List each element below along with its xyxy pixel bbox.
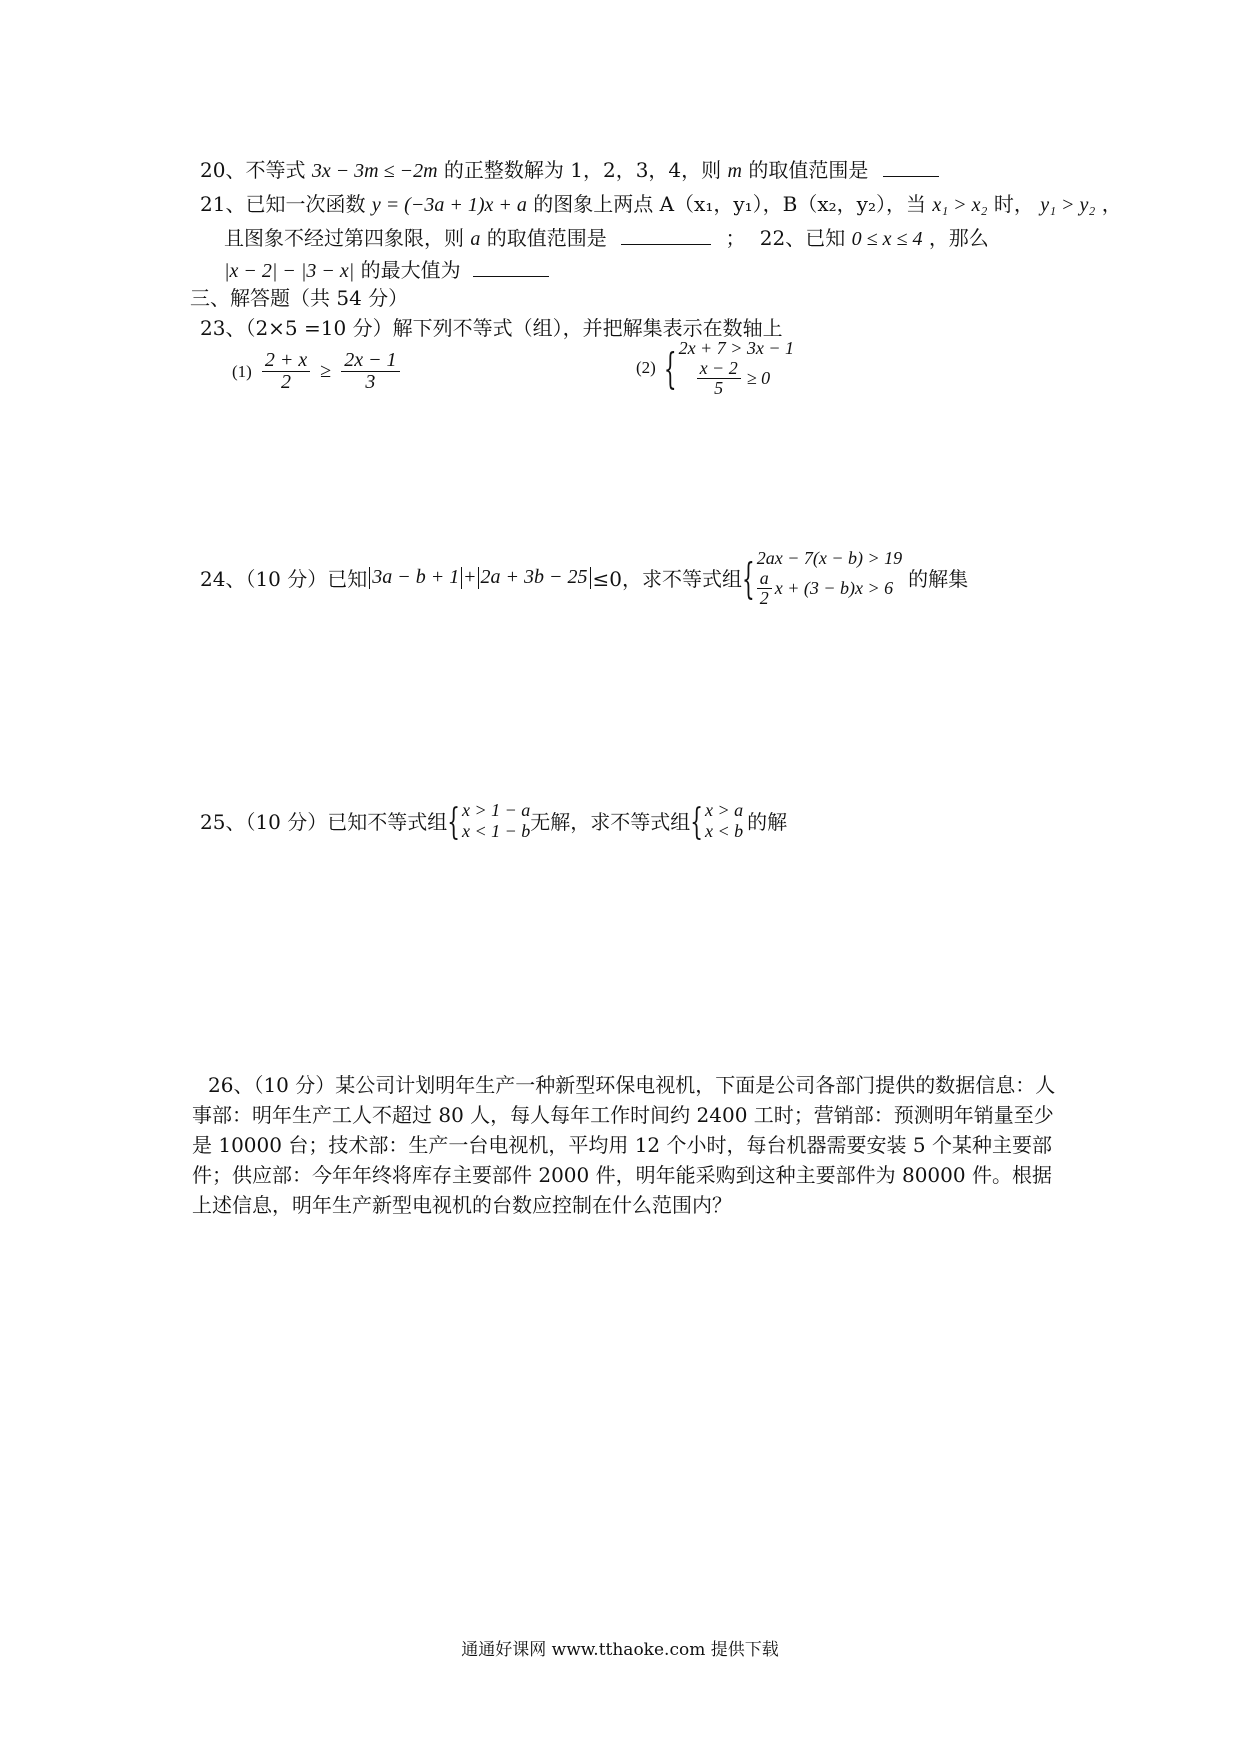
question-25 bbox=[200, 800, 787, 841]
q21-line2-var: a bbox=[470, 228, 481, 250]
q24-frac-denominator: 2 bbox=[759, 587, 769, 608]
q22-prefix: 22、已知 bbox=[759, 226, 846, 250]
question-22-line2 bbox=[224, 254, 549, 283]
q24-abs1: 3a − b + 1 bbox=[372, 566, 460, 589]
q22-line3-suffix: 的最大值为 bbox=[360, 258, 461, 282]
q24-relation: ≤0，求不等式组 bbox=[592, 567, 743, 592]
q20-suffix: 的取值范围是 bbox=[748, 158, 869, 182]
question-23-title: 23、（2×5 =10 分）解下列不等式（组），并把解集表示在数轴上 bbox=[200, 316, 783, 340]
q23-part1-left-fraction bbox=[262, 350, 310, 393]
q23-part2-label: (2) bbox=[636, 357, 656, 377]
q25-sys1-line1: x > 1 − a bbox=[462, 800, 531, 820]
q23-part2-lines bbox=[679, 338, 794, 397]
q24-line1: 2ax − 7(x − b) > 19 bbox=[756, 548, 903, 568]
question-24 bbox=[200, 548, 968, 607]
q24-brace: { bbox=[742, 552, 755, 603]
q23-part2-line2 bbox=[679, 359, 794, 398]
q24-system-lines bbox=[757, 548, 902, 607]
q24-abs2-right-bar bbox=[590, 567, 591, 589]
q23-part2 bbox=[636, 338, 794, 397]
question-21-line2 bbox=[224, 222, 989, 251]
q23-part2-system bbox=[664, 338, 794, 397]
q23-part2-brace: { bbox=[663, 342, 677, 393]
q25-system2-lines bbox=[705, 800, 743, 841]
q24-suffix: 的解集 bbox=[908, 567, 969, 592]
q23-part1-right-numerator: 2x − 1 bbox=[341, 350, 399, 372]
q24-abs1-left-bar bbox=[369, 567, 370, 589]
q24-abs1-right-bar bbox=[461, 567, 462, 589]
q23-part1-right-fraction bbox=[341, 350, 399, 393]
question-21-line1 bbox=[200, 188, 1122, 217]
q21-cond1: x₁ > x₂ bbox=[932, 194, 988, 216]
q23-part2-denominator: 5 bbox=[714, 377, 724, 398]
q21-tail: ， bbox=[1101, 192, 1122, 216]
q24-abs2-left-bar bbox=[478, 567, 479, 589]
q23-part1 bbox=[232, 350, 400, 393]
q24-line2 bbox=[757, 569, 902, 608]
footer-text: 通通好课网 www.tthaoke.com 提供下载 bbox=[461, 1640, 779, 1660]
q25-system1 bbox=[447, 800, 530, 841]
q21-expr: y = (−3a + 1)x + a bbox=[371, 194, 527, 216]
q21-answer-blank[interactable] bbox=[621, 226, 711, 245]
q25-system1-lines bbox=[462, 800, 530, 841]
q22-suffix: ，那么 bbox=[928, 226, 989, 250]
q25-sys2-line2: x < b bbox=[705, 820, 744, 841]
q24-prefix: 24、（10 分）已知 bbox=[200, 567, 368, 592]
q23-part2-line1: 2x + 7 > 3x − 1 bbox=[678, 338, 794, 358]
q20-prefix: 20、不等式 bbox=[200, 158, 306, 182]
q22-line3-expr: |x − 2| − |3 − x| bbox=[224, 260, 355, 282]
q24-abs2: 2a + 3b − 25 bbox=[480, 566, 588, 589]
q25-system2 bbox=[690, 800, 743, 841]
q20-middle: 的正整数解为 1，2，3，4，则 bbox=[443, 158, 722, 182]
q21-cond2: y₁ > y₂ bbox=[1040, 194, 1096, 216]
q21-prefix: 21、已知一次函数 bbox=[200, 192, 366, 216]
q23-part1-right-denominator: 3 bbox=[365, 371, 376, 393]
q25-sys1-line2: x < 1 − b bbox=[462, 820, 531, 841]
q21-line2-sep: ； bbox=[725, 226, 746, 250]
q23-part2-relation: ≥ 0 bbox=[746, 367, 771, 388]
question-26: 26、（10 分）某公司计划明年生产一种新型环保电视机，下面是公司各部门提供的数据信息：人事部：明年生产工人不超过 80 人，每人每年工作时间约 2400 工时；营销部：预测明年销量至少是 10000 台；技术部：生产一台电视机，平均用 12 个小时，每台机器需要安装 5 个某种主要部件；供应部：今年年终将库存主要部件 2000 件，明年能采购到这种主要部件为 80000 件。根据上述信息，明年生产新型电视机的台数应控制在什么范围内？ bbox=[192, 1073, 1056, 1217]
q24-line2-rest: x + (3 − b)x > 6 bbox=[774, 577, 894, 598]
q23-part1-relation: ≥ bbox=[320, 360, 332, 382]
q20-var: m bbox=[727, 160, 742, 182]
q25-brace1: { bbox=[447, 799, 460, 843]
q22-expr: 0 ≤ x ≤ 4 bbox=[851, 228, 923, 250]
q22-answer-blank[interactable] bbox=[473, 258, 549, 277]
q24-plus: + bbox=[464, 566, 476, 589]
q23-part1-left-numerator: 2 + x bbox=[262, 350, 310, 372]
q23-part2-numerator: x − 2 bbox=[697, 359, 741, 379]
q25-suffix: 的解 bbox=[747, 810, 788, 835]
q24-fraction bbox=[757, 569, 772, 608]
q20-answer-blank[interactable] bbox=[883, 158, 939, 177]
q25-sys2-line1: x > a bbox=[705, 800, 744, 820]
q25-prefix: 25、（10 分）已知不等式组 bbox=[200, 810, 448, 835]
q24-frac-numerator: a bbox=[757, 569, 772, 589]
q20-expr: 3x − 3m ≤ −2m bbox=[311, 160, 438, 182]
q21-middle: 的图象上两点 A（x₁，y₁），B（x₂，y₂），当 bbox=[533, 192, 926, 216]
q21-mid2: 时， bbox=[993, 192, 1034, 216]
question-20 bbox=[200, 154, 939, 183]
q21-line2-suffix: 的取值范围是 bbox=[486, 226, 607, 250]
section-3-title: 三、解答题（共 54 分） bbox=[190, 286, 409, 310]
q24-system bbox=[742, 548, 902, 607]
q23-part2-fraction bbox=[697, 359, 741, 398]
q23-part1-left-denominator: 2 bbox=[281, 371, 292, 393]
q25-middle: 无解，求不等式组 bbox=[530, 810, 691, 835]
q23-part1-label: (1) bbox=[232, 361, 252, 381]
q25-brace2: { bbox=[690, 799, 704, 843]
q21-line2-prefix: 且图象不经过第四象限，则 bbox=[224, 226, 464, 250]
